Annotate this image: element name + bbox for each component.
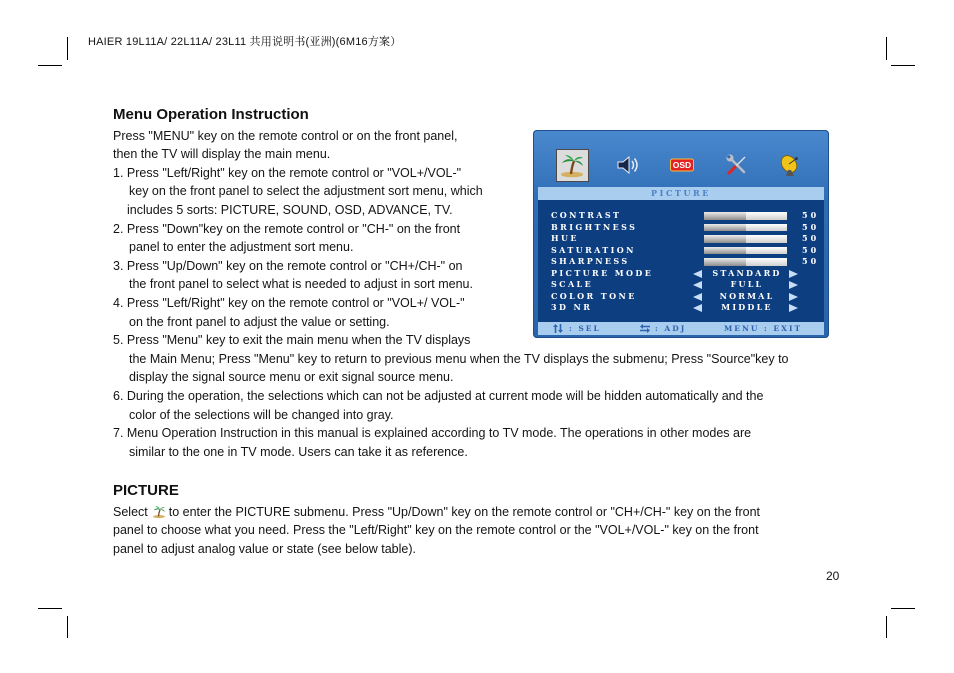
step-3-line: 3. Press "Up/Down" key on the remote control or "CH+/CH-" on [113, 258, 463, 273]
row-option: NORMAL [719, 290, 775, 301]
menu-row-brightness [533, 222, 829, 234]
step-7-line: 7. Menu Operation Instruction in this manual is explained according to TV mode. The operations in other modes are [113, 426, 752, 441]
menu-row-hue [533, 233, 829, 245]
picture-line-1-rest: to enter the PICTURE submenu. Press "Up/Down" key on the remote control or "CH+/CH-" key on the front [168, 504, 761, 519]
step-5-continuation: display the signal source menu or exit signal source menu. [129, 370, 454, 385]
crop-mark-top-left-horizontal [38, 65, 62, 66]
row-label: SHARPNESS [551, 256, 630, 266]
row-value: 50 [802, 244, 820, 255]
body-line: Press "MENU" key on the remote control or on the front panel, [113, 128, 458, 143]
row-label: SCALE [551, 279, 594, 289]
left-right-arrows-icon [640, 324, 650, 333]
menu-row-contrast [533, 210, 829, 222]
step-1-continuation: key on the front panel to select the adjustment sort menu, which [129, 184, 483, 199]
contrast-slider [704, 212, 787, 220]
row-label: COLOR TONE [551, 290, 637, 301]
row-value: 50 [802, 210, 820, 220]
satellite-dish-icon [778, 152, 804, 178]
row-label: SATURATION [551, 244, 636, 255]
menu-operation-heading: Menu Operation Instruction [113, 106, 309, 123]
triangle-left-icon [693, 270, 702, 278]
row-value: 50 [802, 221, 820, 232]
submenu-title-bar [538, 187, 824, 200]
saturation-slider [704, 247, 787, 255]
crop-mark-bottom-right-vertical [886, 616, 887, 638]
step-6-continuation: color of the selections will be changed into gray. [129, 407, 394, 422]
row-value: 50 [802, 233, 820, 243]
step-5-continuation: the Main Menu; Press "Menu" key to return to previous menu when the TV displays the submenu; Press "Source"key to [129, 351, 789, 366]
slider-fill [704, 224, 746, 232]
running-header: HAIER 19L11A/ 22L11A/ 23L11 共用说明书(亚洲)(6M16方案） [88, 36, 402, 48]
slider-fill [704, 258, 746, 266]
picture-icon [559, 152, 585, 178]
brightness-slider [704, 224, 787, 232]
step-2-line: 2. Press "Down"key on the remote control or "CH-" on the front [113, 221, 461, 236]
picture-line-2: panel to choose what you need. Press the "Left/Right" key on the remote control or the "VOL+/VOL-" key on the front [113, 523, 759, 538]
step-5-line: 5. Press "Menu" key to exit the main menu when the TV displays [113, 333, 471, 348]
menu-row-saturation [533, 245, 829, 257]
help-exit: MENU : EXIT [724, 324, 803, 333]
body-line: then the TV will display the main menu. [113, 147, 331, 162]
row-value: 50 [802, 256, 820, 266]
step-1-continuation: includes 5 sorts: PICTURE, SOUND, OSD, ADVANCE, TV. [127, 203, 453, 218]
crop-mark-top-right-horizontal [891, 65, 915, 66]
row-label: PICTURE MODE [551, 267, 654, 278]
sharpness-slider [704, 258, 787, 266]
step-2-continuation: panel to enter the adjustment sort menu. [129, 240, 354, 255]
slider-fill [704, 247, 746, 255]
sound-icon [614, 152, 640, 178]
step-6-line: 6. During the operation, the selections which can not be adjusted at current mode will be hidden automatically and the [113, 389, 764, 403]
triangle-right-icon [789, 281, 798, 289]
crop-mark-bottom-left-horizontal [38, 608, 62, 609]
triangle-right-icon [789, 293, 798, 301]
triangle-right-icon [789, 304, 798, 312]
row-option: MIDDLE [721, 302, 773, 312]
row-label: HUE [551, 233, 579, 243]
row-label: 3D NR [551, 302, 593, 312]
triangle-left-icon [693, 281, 702, 289]
osd-icon-label: OSD [672, 160, 692, 171]
triangle-right-icon [789, 270, 798, 278]
crop-mark-top-left-vertical [67, 37, 68, 60]
page-number: 20 [826, 569, 840, 583]
select-word: Select [113, 504, 148, 519]
slider-fill [704, 212, 746, 220]
menu-row-picture-mode [533, 268, 829, 280]
help-select: : SEL [569, 324, 601, 333]
slider-fill [704, 235, 746, 243]
step-1-line: 1. Press "Left/Right" key on the remote control or "VOL+/VOL-" [113, 165, 462, 180]
crop-mark-bottom-left-vertical [67, 616, 68, 638]
submenu-title: PICTURE [650, 188, 711, 198]
step-4-line: 4. Press "Left/Right" key on the remote control or "VOL+/ VOL-" [113, 296, 465, 311]
menu-row-3d-nr [533, 302, 829, 314]
triangle-left-icon [693, 293, 702, 301]
osd-help-bar [538, 322, 824, 335]
picture-icon [152, 504, 166, 519]
picture-line-1 [113, 503, 760, 522]
picture-line-3: panel to adjust analog value or state (see below table). [113, 541, 416, 556]
menu-row-sharpness [533, 256, 829, 268]
row-option: FULL [730, 279, 764, 289]
osd-icon [669, 152, 695, 178]
hue-slider [704, 235, 787, 243]
tools-icon [724, 152, 750, 178]
step-7-continuation: similar to the one in TV mode. Users can take it as reference. [129, 444, 468, 459]
menu-row-color-tone [533, 291, 829, 303]
triangle-left-icon [693, 304, 702, 312]
help-adjust: : ADJ [655, 324, 687, 333]
crop-mark-bottom-right-horizontal [891, 608, 915, 609]
row-option: STANDARD [712, 267, 782, 278]
crop-mark-top-right-vertical [886, 37, 887, 60]
menu-row-scale [533, 279, 829, 291]
step-4-continuation: on the front panel to adjust the value or setting. [129, 314, 390, 329]
step-3-continuation: the front panel to select what is needed to adjust in sort menu. [129, 277, 473, 292]
row-label: BRIGHTNESS [551, 221, 638, 232]
up-down-arrows-icon [553, 324, 563, 333]
row-label: CONTRAST [551, 210, 622, 220]
osd-picture-menu-illustration [533, 130, 829, 338]
picture-body [113, 503, 760, 559]
picture-heading: PICTURE [113, 482, 179, 499]
